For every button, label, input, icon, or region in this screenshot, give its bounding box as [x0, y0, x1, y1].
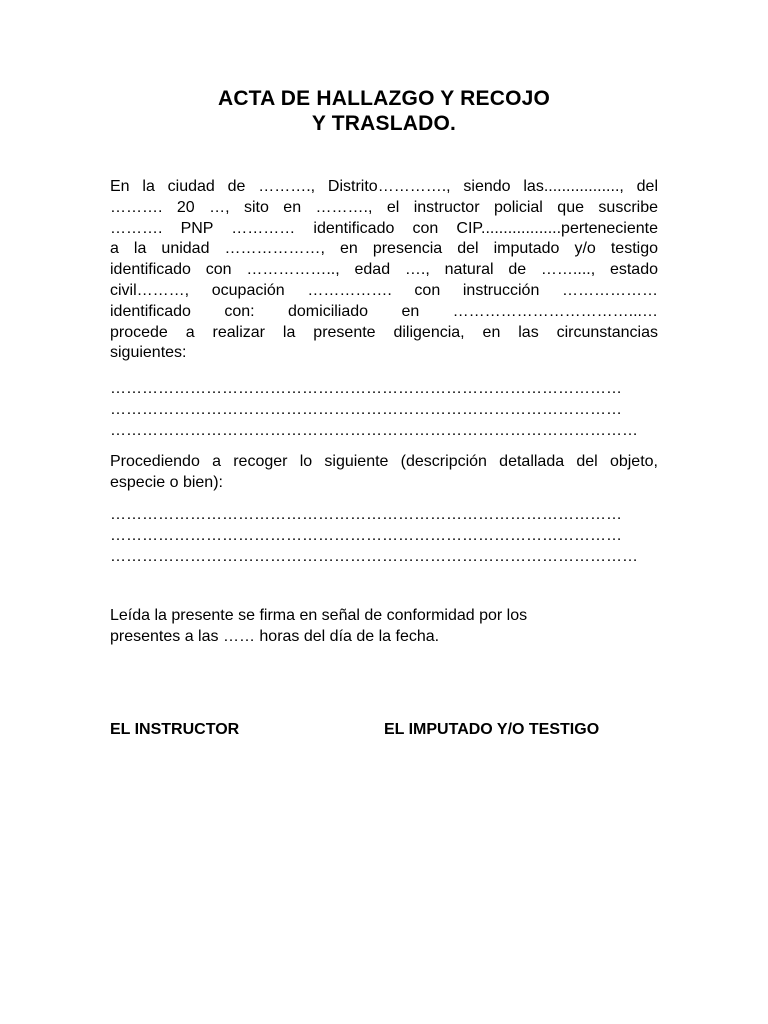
intro-line: identificado con …………….., edad …., natural de ……...., estado [110, 261, 658, 279]
recoger-line: especie o bien): [110, 473, 223, 491]
intro-line: civil………, ocupación ……………. con instrucción ……………… [110, 281, 658, 299]
recoger-paragraph [110, 452, 658, 494]
dotted-line: ……………………………………………………………………………………… [110, 422, 638, 439]
leida-line: Leída la presente se firma en señal de conformidad por los [110, 607, 528, 624]
intro-line: identificado con: domiciliado en ……………………………...… [110, 302, 658, 320]
dotted-line: …………………………………………………………………………………… [110, 380, 622, 397]
intro-line: a la unidad ………………, en presencia del imputado y/o testigo [110, 240, 658, 258]
intro-line: siguientes: [110, 344, 187, 362]
signature-instructor-label: EL INSTRUCTOR [110, 721, 240, 738]
intro-line: En la ciudad de ………., Distrito…………., siendo las................., del [110, 178, 658, 195]
dotted-line: …………………………………………………………………………………… [110, 401, 622, 418]
intro-line: ………. 20 …, sito en ………., el instructor policial que suscribe [110, 198, 658, 216]
intro-paragraph [110, 177, 658, 364]
fill-in-lines-block-2 [110, 504, 658, 567]
leida-paragraph [110, 606, 658, 648]
document-title-line-1: ACTA DE HALLAZGO Y RECOJO [217, 87, 551, 110]
dotted-line: ……………………………………………………………………………………… [110, 548, 638, 565]
document-title-line-2: Y TRASLADO. [311, 112, 457, 135]
fill-in-lines-block-1 [110, 378, 658, 441]
dotted-line: …………………………………………………………………………………… [110, 506, 622, 523]
leida-line: presentes a las …… horas del día de la fecha. [110, 627, 440, 645]
recoger-line: Procediendo a recoger lo siguiente (descripción detallada del objeto, [110, 453, 658, 470]
signature-imputado-label: EL IMPUTADO Y/O TESTIGO [384, 721, 600, 738]
intro-line: procede a realizar la presente diligencia, en las circunstancias [110, 323, 658, 341]
dotted-line: …………………………………………………………………………………… [110, 527, 622, 544]
intro-line: ………. PNP ………… identificado con CIP..................perteneciente [110, 219, 658, 237]
